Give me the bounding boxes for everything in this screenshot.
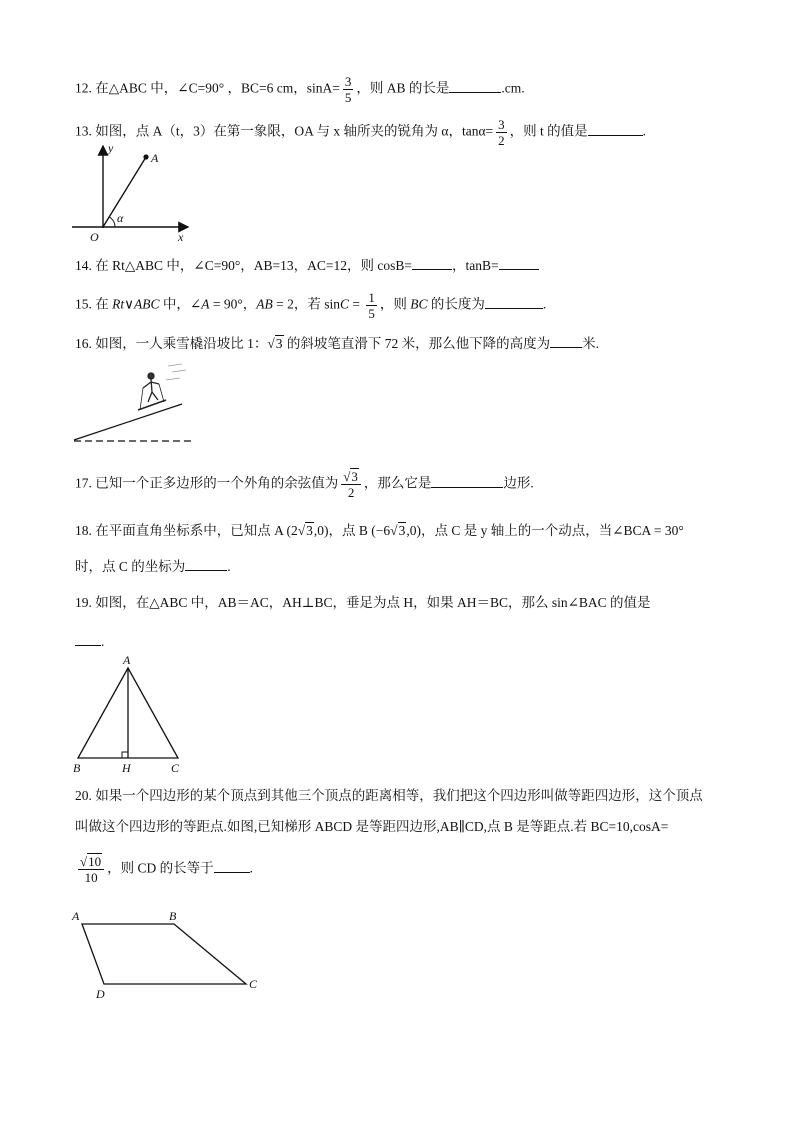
segment-oa [103,157,146,227]
q13-text: 13. 如图，点 A（t，3）在第一象限，OA 与 x 轴所夹的锐角为 α，tanα= [75,123,494,139]
question-13: 13. 如图，点 A（t，3）在第一象限，OA 与 x 轴所夹的锐角为 α，tanα= $\frac{3}{2}$ ，则 t 的值是 . [75,117,647,148]
question-12: 12. 在△ABC 中，∠C=90° ，BC=6 cm，sinA= $\frac{3}{5}$ ，则 AB 的长是 .cm. [75,74,525,105]
label-o: O [90,230,99,244]
q13-figure [70,140,200,245]
angle-alpha-arc [110,217,116,227]
q16-figure [72,362,202,450]
answer-blank-18[interactable] [185,557,227,571]
q12-fraction: $\frac{3}{5}$ [344,74,352,105]
label-h: H [122,761,131,775]
answer-blank-12[interactable] [449,79,501,93]
label-x: x [178,230,184,244]
question-18-line1: 18. 在平面直角坐标系中，已知点 A (2√3,0)，点 B (−6√3,0)，点 C 是 y 轴上的一个动点，当∠BCA = 30° [75,523,684,538]
question-20-line2: 叫做这个四边形的等距点.如图,已知梯形 ABCD 是等距四边形,AB∥CD,点 B 是等距点.若 BC=10,cosA= [75,819,669,834]
right-angle-mark [122,752,128,758]
skier-icon [138,364,186,410]
q12-text: 12. 在△ABC 中，∠C=90° ，BC=6 cm，sinA= [75,80,340,96]
question-20-line1: 20. 如果一个四边形的某个顶点到其他三个顶点的距离相等，我们把这个四边形叫做等距四边形，这个顶点 [75,788,703,803]
question-20-line3: $\frac{√10}{10}$ ，则 CD 的长等于 . [80,854,254,885]
label-y: y [108,141,114,155]
answer-blank-14b[interactable] [499,256,539,270]
label-c: C [249,977,258,991]
q19-figure [70,654,185,776]
question-18-line2: 时，点 C 的坐标为 . [75,559,231,574]
label-a: A [123,653,131,667]
label-d: D [96,987,105,1001]
answer-blank-20[interactable] [214,859,250,873]
q20-figure [70,906,265,1000]
answer-blank-14a[interactable] [412,256,452,270]
label-c: C [171,761,180,775]
q13-fraction: $\frac{3}{2}$ [498,117,505,148]
question-17: 17. 已知一个正多边形的一个外角的余弦值为 $\frac{√3}{2}$ ，那么它是 边形. [75,469,534,500]
question-19-line2: . [75,632,104,651]
label-a: A [151,151,159,165]
point-a [143,154,148,159]
label-b: B [73,761,81,775]
q16-radical: √3 [267,336,283,351]
q14-text: 14. 在 Rt△ABC 中，∠C=90°，AB=13，AC=12，则 cosB= [75,258,412,273]
question-16: 16. 如图，一人乘雪橇沿坡比 1：√3 的斜坡笔直滑下 72 米，那么他下降的高度为 米. [75,336,600,351]
question-14: 14. 在 Rt△ABC 中，∠C=90°，AB=13，AC=12，则 cosB= ，tanB= [75,256,539,275]
answer-blank-13[interactable] [588,122,643,136]
q17-fraction: $\frac{√3}{2}$ [341,469,361,500]
label-a: A [72,909,80,923]
question-15: 15. 在 Rt∨ABC 中，∠A = 90°，AB = 2，若 sinC = $\frac{1}{5}$ ，则 BC 的长度为 . [75,290,547,321]
label-alpha: α [117,211,124,225]
answer-blank-16[interactable] [550,334,582,348]
slope-line [74,404,182,440]
question-19-line1: 19. 如图，在△ABC 中，AB＝AC，AH⊥BC，垂足为点 H，如果 AH＝BC，那么 sin∠BAC 的值是 [75,595,651,610]
q15-fraction: $\frac{1}{5}$ [368,290,375,321]
q20-fraction: $\frac{√10}{10}$ [78,854,104,885]
answer-blank-15[interactable] [485,295,543,309]
answer-blank-19[interactable] [75,632,101,646]
answer-blank-17[interactable] [431,474,503,488]
trapezoid-abcd [82,924,246,984]
label-b: B [169,909,177,923]
